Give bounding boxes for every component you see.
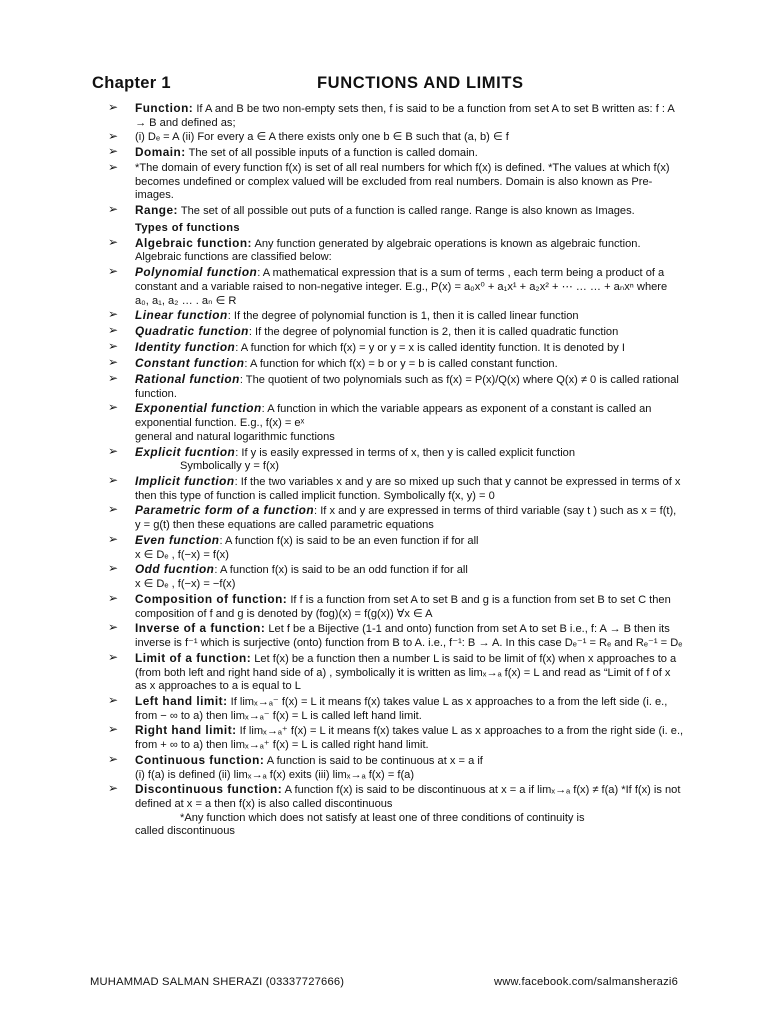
definition-continuation: general and natural logarithmic functions bbox=[135, 430, 335, 443]
arrow-bullet-icon: ➢ bbox=[108, 590, 119, 605]
definition-term: Odd fucntion bbox=[135, 562, 215, 577]
arrow-bullet-icon: ➢ bbox=[108, 649, 119, 664]
definition-text: : A function f(x) is said to be an odd function if for all bbox=[214, 564, 468, 577]
definition-continuation: *Any function which does not satisfy at least one of three conditions of continuity is bbox=[180, 811, 585, 824]
definition-term: Left hand limit: bbox=[135, 693, 228, 708]
definition-text: : If the two variables x and y are so mixed up such that y cannot be expressed in terms of x then this type of function is called implicit function. Symbolically f(x, y) = 0 bbox=[135, 476, 681, 502]
definition-item bbox=[104, 563, 684, 591]
definition-text: : A function f(x) is said to be an even function if for all bbox=[219, 534, 479, 547]
arrow-bullet-icon: ➢ bbox=[108, 370, 119, 385]
definition-text: (i) Dₑ = A (ii) For every a ∈ A there exists only one b ∈ B such that (a, b) ∈ f bbox=[135, 131, 509, 144]
definition-term: Composition of function: bbox=[135, 591, 288, 606]
definition-text: : If the degree of polynomial function is 1, then it is called linear function bbox=[227, 310, 579, 323]
definition-text: Let f be a Bijective (1-1 and onto) function from set A to set B i.e., f: A → B then its inverse is f⁻¹ which is surjective (onto) function from B to A. i.e., f⁻¹: B → A. In this case Dₑ⁻¹ = Rₑ and Rₑ⁻¹ = Dₑ bbox=[135, 623, 683, 650]
definition-text: : A function in which the variable appears as exponent of a constant is called an exponential function. E.g., f(x) = eˣ bbox=[135, 403, 652, 430]
definition-item bbox=[104, 724, 684, 752]
definition-text: Let f(x) be a function then a number L is said to be limit of f(x) when x approaches to a (from both left and right hand side of a) , symbolically it is written as limₓ→ₐ f(x) = L and read as “Limit of f of x as x approaches to a is equal to L bbox=[135, 652, 677, 693]
arrow-bullet-icon: ➢ bbox=[108, 751, 119, 766]
arrow-bullet-icon: ➢ bbox=[108, 129, 119, 144]
page-header bbox=[92, 74, 676, 96]
definition-item bbox=[104, 357, 684, 372]
definition-item bbox=[104, 309, 684, 324]
definition-item bbox=[104, 204, 684, 219]
definition-text: The set of all possible out puts of a function is called range. Range is also known as Images. bbox=[177, 205, 635, 218]
definition-term: Implicit function bbox=[135, 474, 235, 488]
arrow-bullet-icon: ➢ bbox=[108, 400, 119, 415]
author-credit: MUHAMMAD SALMAN SHERAZI (03337727666) bbox=[90, 976, 345, 988]
definition-text: If limₓ→ₐ⁺ f(x) = L it means f(x) takes value L as x approaches to a from the right side (i. e., from + ∞ to a) then limₓ→ₐ⁺ f(x) = L is called right hand limit. bbox=[135, 725, 684, 752]
arrow-bullet-icon: ➢ bbox=[108, 561, 119, 576]
definition-term: Continuous function: bbox=[135, 752, 265, 767]
definition-term: Linear function bbox=[135, 308, 228, 323]
definition-term: Exponential function bbox=[135, 401, 262, 416]
arrow-bullet-icon: ➢ bbox=[108, 144, 119, 159]
definition-term: Polynomial function bbox=[135, 265, 258, 280]
definition-item bbox=[104, 622, 684, 650]
section-heading: Types of functions bbox=[135, 221, 240, 234]
definition-item bbox=[104, 131, 684, 145]
arrow-bullet-icon: ➢ bbox=[108, 620, 119, 635]
definition-item bbox=[104, 649, 684, 694]
arrow-bullet-icon: ➢ bbox=[108, 323, 119, 338]
definition-term: Constant function bbox=[135, 356, 245, 371]
arrow-bullet-icon: ➢ bbox=[108, 307, 119, 322]
definition-text: A function is said to be continuous at x = a if bbox=[264, 754, 483, 767]
facebook-link[interactable]: www.facebook.com/salmansherazi6 bbox=[493, 976, 678, 988]
arrow-bullet-icon: ➢ bbox=[108, 355, 119, 370]
definition-text: : If x and y are expressed in terms of third variable (say t ) such as x = f(t), y = g(t) then these equations are called parametric equations bbox=[135, 505, 677, 532]
chapter-label: Chapter 1 bbox=[92, 74, 171, 92]
page-title: FUNCTIONS AND LIMITS bbox=[317, 74, 524, 92]
definition-text: : A mathematical expression that is a sum of terms , each term being a product of a constant and a variable raised to non-negative integer. E.g., P(x) = a₀x⁰ + a₁x¹ + a₂x² + ⋯ … … + aₙxⁿ where a₀, a₁, a₂ … . aₙ ∈ R bbox=[135, 267, 668, 307]
definition-text: If limₓ→ₐ⁻ f(x) = L it means f(x) takes value L as x approaches to a from the left side (i. e., from − ∞ to a) then limₓ→ₐ⁻ f(x) = L is called left hand limit. bbox=[135, 695, 668, 722]
definition-item bbox=[104, 102, 684, 130]
definition-item bbox=[104, 692, 684, 723]
definition-continuation: (i) f(a) is defined (ii) limₓ→ₐ f(x) exits (iii) limₓ→ₐ f(x) = f(a) bbox=[135, 768, 415, 781]
definition-text: : A function for which f(x) = b or y = b is called constant function. bbox=[244, 358, 558, 371]
arrow-bullet-icon: ➢ bbox=[108, 202, 119, 217]
definition-term: Discontinuous function: bbox=[135, 782, 283, 797]
arrow-bullet-icon: ➢ bbox=[108, 443, 119, 458]
arrow-bullet-icon: ➢ bbox=[108, 502, 119, 517]
definition-text: If A and B be two non-empty sets then, f is said to be a function from set A to set B written as: f : A → B and defined as; bbox=[135, 103, 675, 129]
definition-term: Right hand limit: bbox=[135, 723, 237, 738]
page-footer bbox=[90, 976, 678, 992]
definition-term: Domain: bbox=[135, 145, 186, 160]
arrow-bullet-icon: ➢ bbox=[108, 100, 119, 114]
definition-item bbox=[104, 162, 684, 203]
definition-term: Range: bbox=[135, 203, 178, 218]
definition-term: Rational function bbox=[135, 371, 240, 386]
arrow-bullet-icon: ➢ bbox=[108, 692, 119, 707]
definition-continuation: x ∈ Dₑ , f(−x) = f(x) bbox=[135, 548, 229, 561]
definition-item bbox=[104, 443, 684, 474]
arrow-bullet-icon: ➢ bbox=[108, 264, 119, 279]
definition-item bbox=[104, 751, 684, 782]
definition-item bbox=[104, 341, 684, 356]
definition-item bbox=[104, 370, 684, 401]
definition-text: Any function generated by algebraic operations is known as algebraic function. Algebraic functions are classified below: bbox=[135, 237, 641, 264]
arrow-bullet-icon: ➢ bbox=[108, 781, 119, 796]
definition-term: Parametric form of a function bbox=[135, 503, 315, 518]
definition-continuation: Symbolically y = f(x) bbox=[180, 460, 279, 473]
definitions-list bbox=[104, 102, 684, 840]
definition-text: : A function for which f(x) = y or y = x is called identity function. It is denoted by I bbox=[235, 342, 625, 355]
definition-text: : The quotient of two polynomials such as f(x) = P(x)/Q(x) where Q(x) ≠ 0 is called rational function. bbox=[135, 373, 679, 400]
definition-term: Function: bbox=[135, 101, 194, 115]
arrow-bullet-icon: ➢ bbox=[108, 339, 119, 354]
definition-text: : If the degree of polynomial function is 2, then it is called quadratic function bbox=[248, 326, 619, 339]
definition-item bbox=[104, 504, 684, 532]
arrow-bullet-icon: ➢ bbox=[108, 531, 119, 546]
definition-text: The set of all possible inputs of a function is called domain. bbox=[185, 147, 478, 160]
arrow-bullet-icon: ➢ bbox=[108, 722, 119, 737]
definition-item bbox=[104, 590, 684, 621]
definition-text: *The domain of every function f(x) is set of all real numbers for which f(x) is defined. *The values at which f(x) becomes undefined or complex valued will be excluded from real numbers. Domain is also known as Pre-images. bbox=[135, 162, 670, 202]
definition-continuation: called discontinuous bbox=[135, 825, 235, 838]
definition-term: Even function bbox=[135, 532, 220, 547]
definition-term: Algebraic function: bbox=[135, 235, 252, 250]
definition-text: If f is a function from set A to set B and g is a function from set B to set C then composition of f and g is denoted by (fog)(x) = f(g(x)) ∀x ∈ A bbox=[135, 593, 671, 620]
definition-item bbox=[104, 475, 684, 503]
arrow-bullet-icon: ➢ bbox=[108, 160, 119, 175]
definition-item bbox=[104, 783, 684, 838]
definition-item bbox=[104, 266, 684, 308]
definition-text: : If y is easily expressed in terms of x, then y is called explicit function bbox=[235, 446, 576, 459]
definition-item bbox=[104, 325, 684, 340]
definition-item bbox=[104, 402, 684, 444]
arrow-bullet-icon: ➢ bbox=[108, 473, 119, 487]
definition-term: Quadratic function bbox=[135, 324, 249, 339]
definition-item bbox=[104, 146, 684, 161]
definition-text: A function f(x) is said to be discontinuous at x = a if limₓ→ₐ f(x) ≠ f(a) *If f(x) is not defined at x = a then f(x) is also called discontinuous bbox=[135, 784, 681, 811]
definition-item bbox=[104, 531, 684, 562]
definition-continuation: x ∈ Dₑ , f(−x) = −f(x) bbox=[135, 578, 236, 591]
definition-term: Limit of a function: bbox=[135, 650, 252, 665]
arrow-bullet-icon: ➢ bbox=[108, 234, 119, 249]
definition-term: Inverse of a function: bbox=[135, 621, 266, 636]
definition-term: Identity function bbox=[135, 340, 236, 355]
definition-item bbox=[104, 234, 684, 265]
definition-term: Explicit fucntion bbox=[135, 444, 236, 459]
